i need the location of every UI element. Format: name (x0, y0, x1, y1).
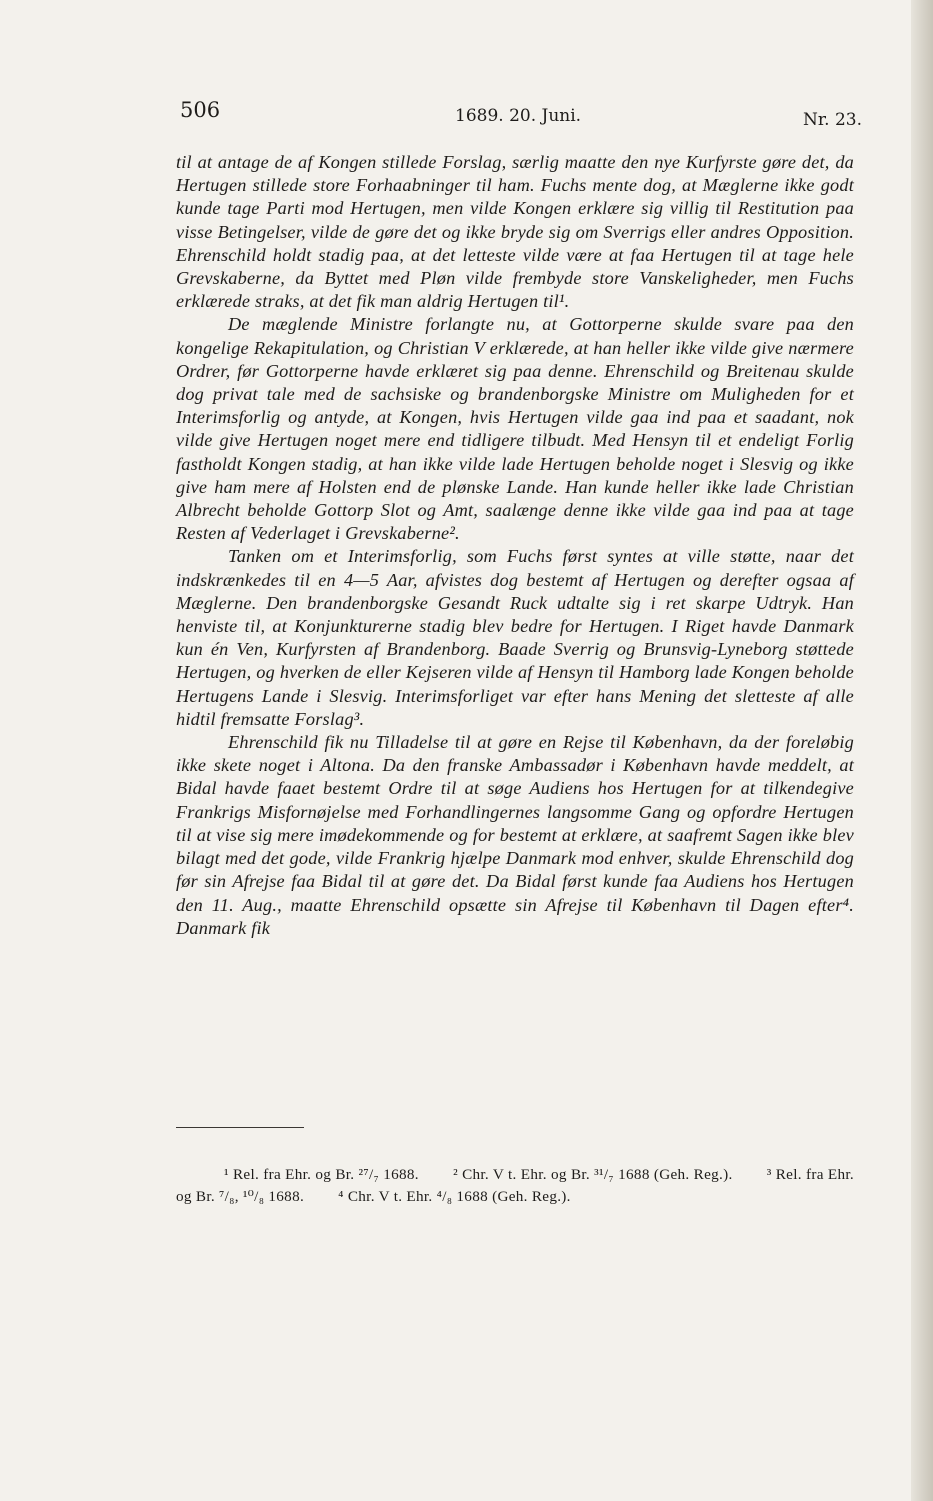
paragraph: Tanken om et Interimsforlig, som Fuchs først syntes at ville støtte, naar det indskrænkedes til en 4—5 Aar, afvistes dog bestemt af Hertugen og derefter ogsaa af Mæglerne. Den brandenborgske Gesandt Ruck udtalte sig i ret skarpe Udtryk. Han henviste til, at Konjunkturerne stadig blev bedre for Hertugen. I Riget havde Danmark kun én Ven, Kurfyrsten af Brandenborg. Baade Sverrig og Brunsvig-Lyneborg støttede Hertugen, og hverken de eller Kejseren vilde af Hensyn til Hamborg lade Kongen beholde Hertugens Lande i Slesvig. Interimsforliget var efter hans Mening det sletteste af alle hidtil fremsatte Forslag³. (176, 546, 854, 729)
book-spine-edge (911, 0, 933, 1501)
footnote-separator (176, 1127, 304, 1128)
footnote: ¹ Rel. fra Ehr. og Br. ²⁷/₇ 1688. (224, 1166, 419, 1183)
header-date: 1689. 20. Juni. (455, 106, 582, 126)
body-text (176, 151, 854, 940)
document-number: Nr. 23. (803, 110, 862, 130)
paragraph: til at antage de af Kongen stillede Forslag, særlig maatte den nye Kurfyrste gøre det, da Hertugen stillede store Forhaabninger til ham. Fuchs mente dog, at Mæglerne ikke godt kunde tage Parti mod Hertugen, men vilde Kongen erklære sig villig til Restitution paa visse Betingelser, vilde de gøre det og ikke bryde sig om Sverrigs eller andres Opposition. Ehrenschild holdt stadig paa, at det letteste vilde være at faa Hertugen til at tage hele Grevskaberne, da Byttet med Pløn vilde frembyde store Vanskeligheder, men Fuchs erklærede straks, at det fik man aldrig Hertugen til¹. (176, 152, 854, 312)
footnote: ⁴ Chr. V t. Ehr. ⁴/₈ 1688 (Geh. Reg.). (338, 1187, 571, 1205)
paragraph: De mæglende Ministre forlangte nu, at Gottorperne skulde svare paa den kongelige Rekapitulation, og Christian V erklærede, at han heller ikke vilde give nærmere Ordrer, før Gottorperne havde erklæret sig paa denne. Ehrenschild og Breitenau skulde dog privat tale med de sachsiske og brandenborgske Ministre om Muligheden for et Interimsforlig og antyde, at Kongen, hvis Hertugen vilde gaa ind paa et saadant, nok vilde give Hertugen noget mere end tidligere tilbudt. Med Hensyn til et endeligt Forlig fastholdt Kongen stadig, at han ikke vilde lade Hertugen beholde noget i Slesvig og ikke give ham mere af Holsten end de plønske Lande. Han kunde heller ikke lade Christian Albrecht beholde Gottorp Slot og Amt, saalænge denne ikke vilde gaa ind paa at tage Resten af Vederlaget i Grevskaberne². (176, 314, 854, 544)
footnote: ² Chr. V t. Ehr. og Br. ³¹/₇ 1688 (Geh. Reg.). (453, 1166, 733, 1183)
paragraph: Ehrenschild fik nu Tilladelse til at gøre en Rejse til København, da der foreløbig ikke skete noget i Altona. Da den franske Ambassadør i København havde meddelt, at Bidal havde faaet bestemt Ordre til at søge Audiens hos Hertugen for at tilkendegive Frankrigs Misfornøjelse med Forhandlingernes langsomme Gang og opfordre Hertugen til at vise sig mere imødekommende og for bestemt at erklære, at saafremt Sagen ikke blev bilagt med det gode, vilde Frankrig hjælpe Danmark mod enhver, skulde Ehrenschild dog før sin Afrejse faa Bidal til at gøre det. Da Bidal først kunde faa Audiens hos Hertugen den 11. Aug., maatte Ehrenschild opsætte sin Afrejse til København til Dagen efter⁴. Danmark fik (176, 732, 854, 938)
footnotes (176, 1164, 854, 1208)
footnote: ³ Rel. fra Ehr. og Br. ⁷/₈, ¹⁰/₈ 1688. (176, 1166, 854, 1205)
page-header (0, 98, 933, 138)
page-number: 506 (180, 98, 221, 122)
